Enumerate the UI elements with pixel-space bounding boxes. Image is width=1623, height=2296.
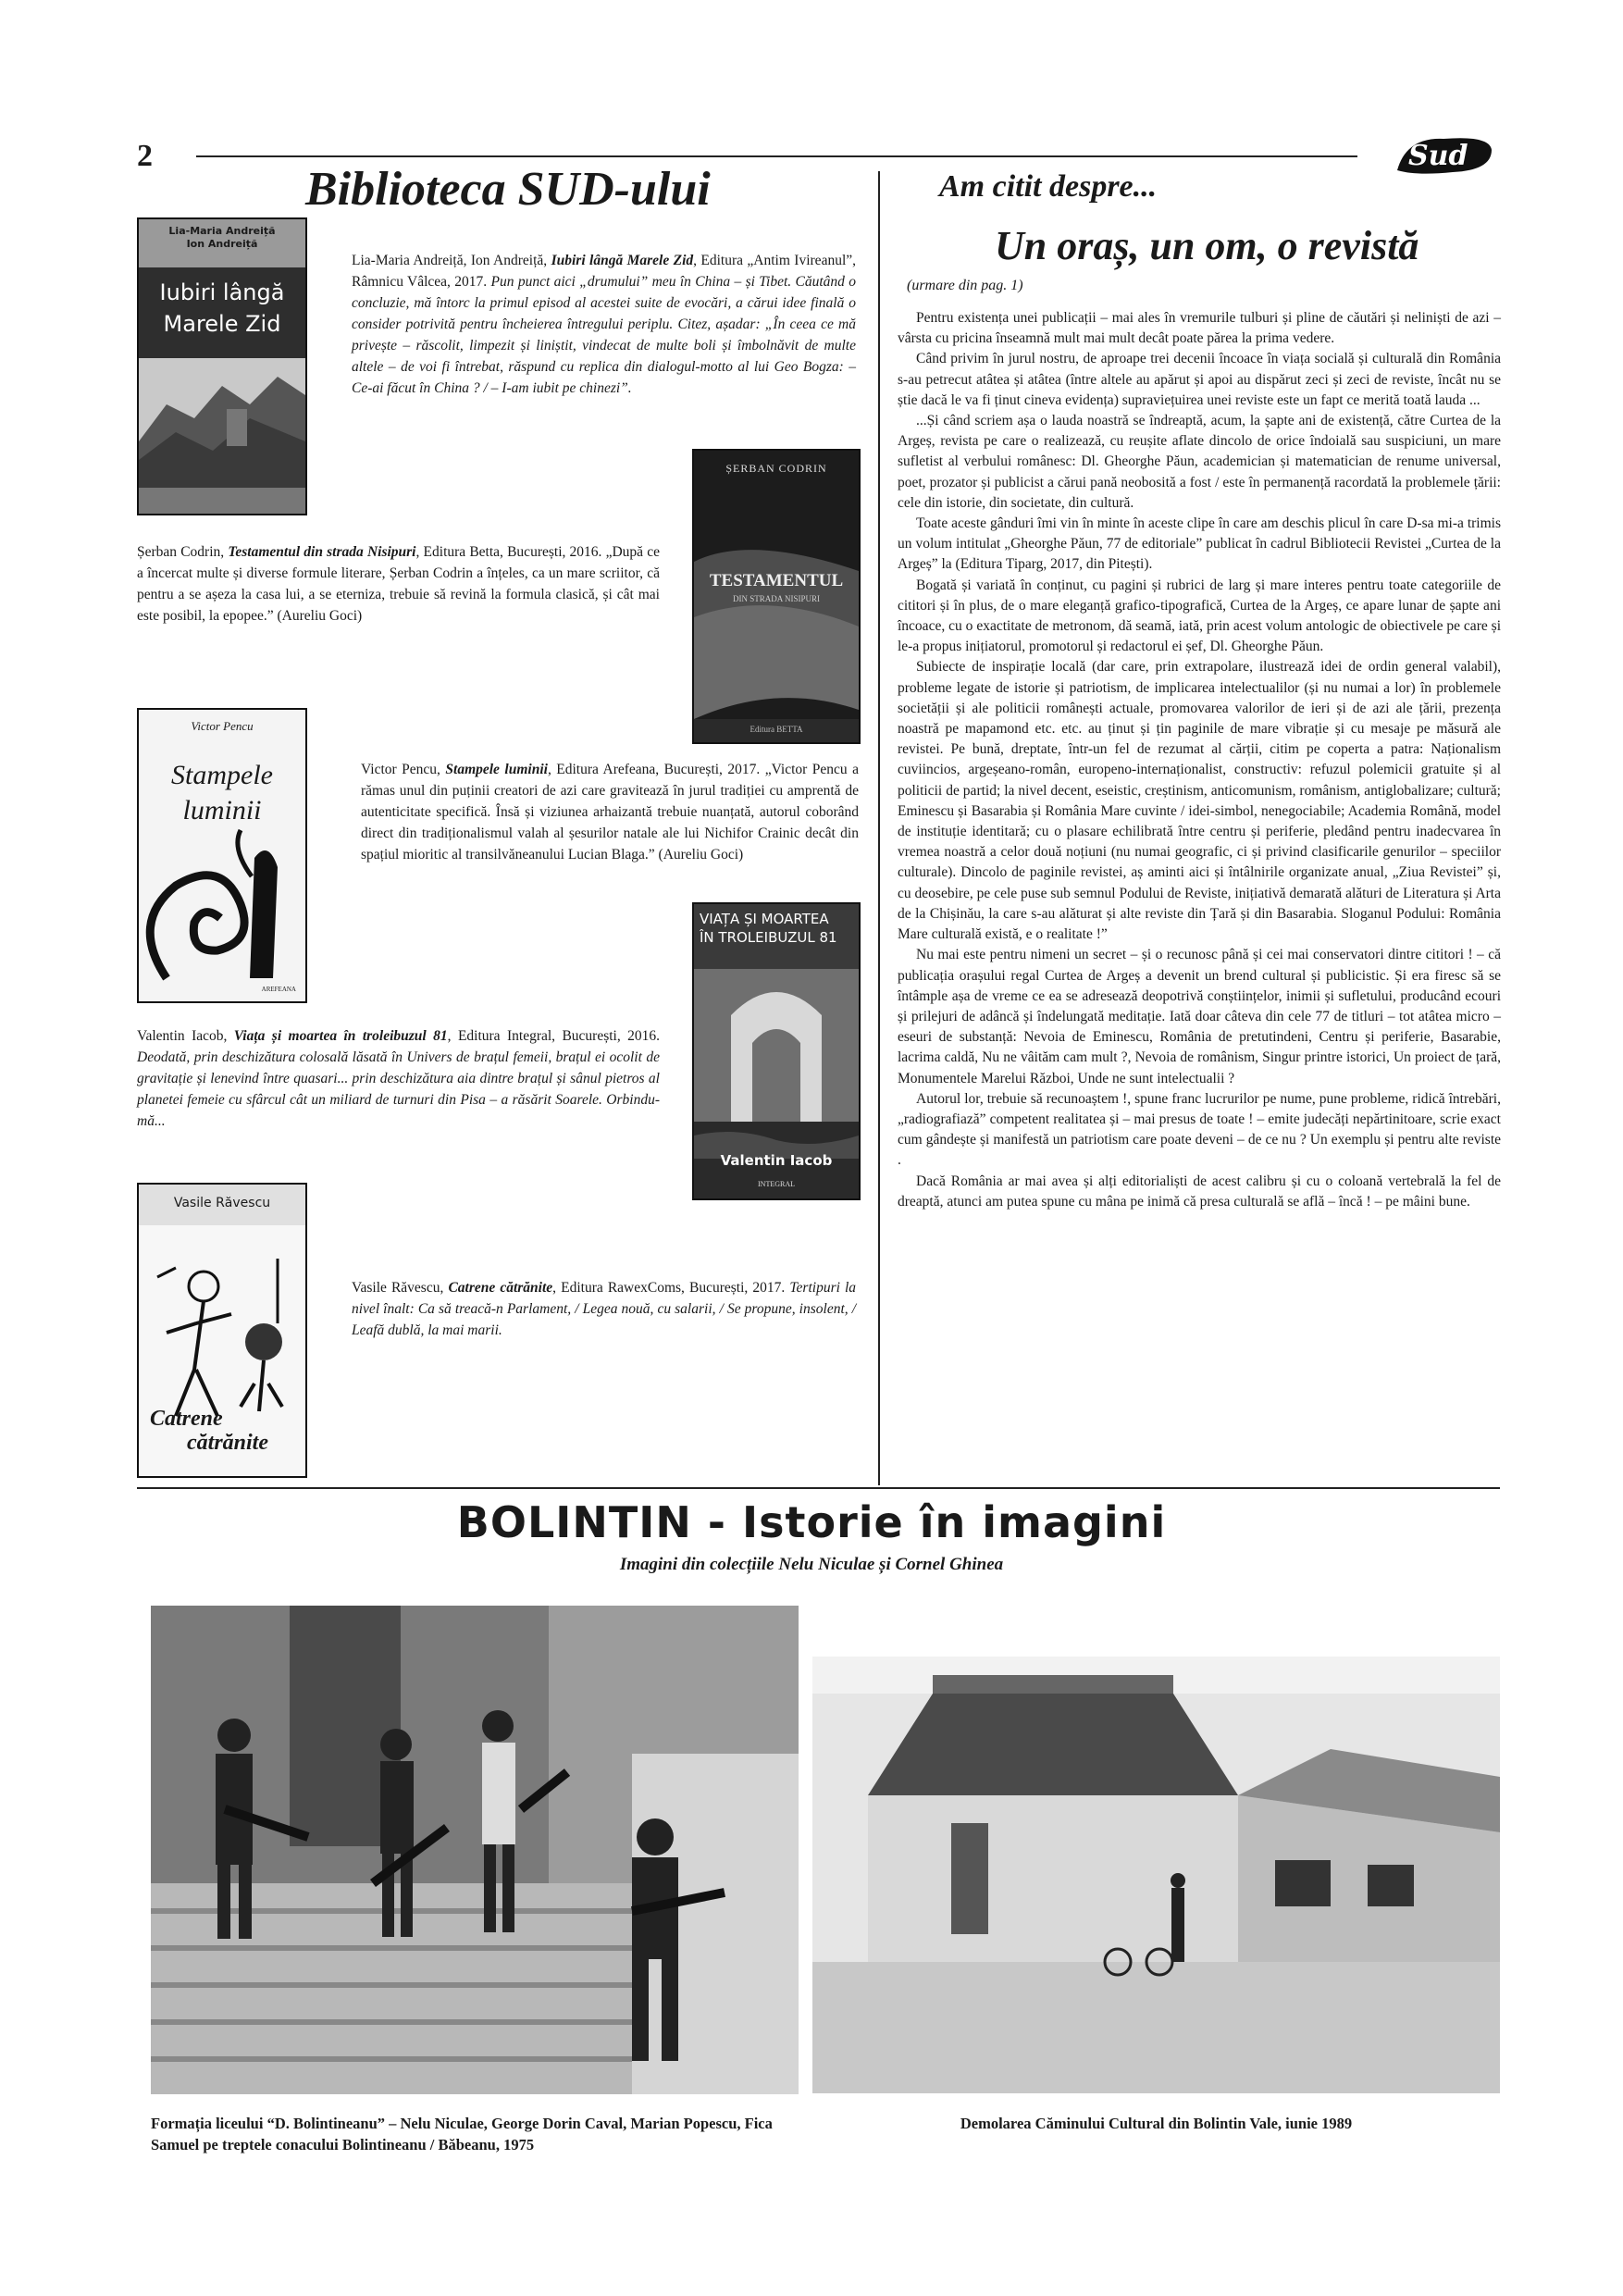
cover-author: Victor Pencu [191, 719, 254, 733]
section-rule [137, 1487, 1500, 1489]
page-number: 2 [137, 139, 153, 173]
cover-title: VIAȚA ȘI MOARTEA ÎN TROLEIBUZUL 81 [700, 911, 837, 946]
book-cover-catrene [137, 1183, 307, 1478]
photo2-caption: Demolarea Căminului Cultural din Bolintin Vale, iunie 1989 [960, 2115, 1353, 2132]
article-paragraph: Dacă România ar mai avea și alți editorialiști de acest calibru și cu o coloană vertebrală la fel de dreaptă, atunci am putea spune cu mâna pe inimă că presa culturală se află – încă ! – pe mâini bune. [898, 1173, 1501, 1210]
column-divider [878, 171, 880, 1485]
cover-subtitle: DIN STRADA NISIPURI [732, 594, 820, 603]
bolintin-title: BOLINTIN - Istorie în imagini [456, 1497, 1167, 1547]
cover-title: TESTAMENTUL [709, 571, 844, 590]
book-cover-viata [692, 902, 861, 1200]
library-section-title: Biblioteca SUD-ului [305, 163, 711, 216]
article-paragraph: Când privim în jurul nostru, de aproape trei decenii încoace în viața socială și culturală din România s-au petrecut atâtea și atâtea (între altele au apărut și apoi au dispărut zeci și zeci de reviste, încât nu se știe dacă le va fi ținut cineva evidența) supraviețuirea unei reviste este un fapt ce merită toată lauda ... [898, 351, 1501, 408]
photo1-caption: Formația liceului “D. Bolintineanu” – Nelu Niculae, George Dorin Caval, Marian Popescu, Fica Samuel pe treptele conacului Bolintineanu / Băbeanu, 1975 [151, 2115, 773, 2153]
cover-title: Iubiri lângă Marele Zid [159, 279, 285, 337]
article-paragraph: ...Și când scriem așa o lauda noastră se îndreaptă, acum, la șapte ani de existență, către Curtea de la Argeș, revista pe care o realizează, cu reușite aflate dincolo de orice îndoială sau suspiciuni, un mare sufletist al verbului românesc: Dl. Gheorghe Păun, academician și matematician de renume universal, poet, prozator și publicist a cărui pană neobosită a fost / este în permanență racordată la problemele țării: cele din istorie, din societate, din cultură. [898, 413, 1501, 511]
sud-logo [1388, 130, 1499, 181]
article-paragraph: Autorul lor, trebuie să recunoaștem !, spune franc lucrurilor pe nume, pune probleme, ridică întrebări, „radiografiază” competent realitatea și – mai presus de toate ! – emite judecăți nepărtinitoare, scrie exact cum gândește și manifestă un patriotism care poate deveni – de ce nu ? Un exemplu și pentru alte reviste . [898, 1090, 1501, 1169]
book-entry-stampele: Victor Pencu, Stampele luminii, Editura Arefeana, București, 2017. „Victor Pencu a rămas unul din puținii creatori de azi care gravitează în jurul tradiției cu amprentă de autenticitate specifică. Însă și viziunea arhaizantă trebuie nuanțată, autorul coborând direct din tradiționalismul valah al șesurilor natale ale lui Nichifor Crainic decât din spațiul mioritic al transilvăneanului Lucian Blaga.” (Aureliu Goci) [361, 762, 860, 863]
photo-band-on-steps [151, 1606, 799, 2094]
cover-publisher: AREFEANA [261, 986, 296, 993]
article-paragraph: Nu mai este pentru nimeni un secret – și o recunosc până și cei mai conservatori dintre cititori ! – că publicația orașului regal Curtea de Argeș a devenit un brend cultural și publicistic. Și era firesc să se întâmple așa de vreme ce ea se adresează deopotrivă conștiințelor, inimii și sufletului, producând ecouri și prilejuri de adâncă și îndelungată meditație. Iată doar câteva din cele 77 de titluri – tot atâtea micro – eseuri de substanță: Nevoia de Eminescu, România de pretutindeni, Centru și periferie, Basarabie, lacrima caldă, Nu ne vâităm cam mult ?, Nevoia de românism, Singur printre istorici, Un proiect de țară, Monumentele Marelui Război, Unde ne sunt intelectualii ? [898, 947, 1501, 1086]
cover-publisher: Editura BETTA [750, 725, 803, 734]
article-title: Un oraș, un om, o revistă [995, 223, 1419, 268]
book-cover-iubiri [137, 217, 307, 515]
cover-author: ȘERBAN CODRIN [725, 462, 827, 475]
cover-title: Catrene cătrănite [150, 1407, 268, 1455]
article-kicker: Am citit despre... [939, 169, 1158, 204]
cover-author: Lia-Maria Andreiță Ion Andreiță [168, 225, 276, 250]
photo-cultural-center [812, 1657, 1500, 2093]
book-entry-iubiri: Lia-Maria Andreiță, Ion Andreiță, Iubiri lângă Marele Zid, Editura „Antim Ivireanul”, Râmnicu Vâlcea, 2017. Pun punct aici „drumului” meu în China – și Tibet. Căutând o concluzie, mă întorc la primul episod al acestei suite de evocări, a cărui idee finală o consider potrivită pentru încheierea întregului periplu. Citez, așadar: „În ceea ce mă privește – răscolit, limpezit și liniștit, vindecat de multe boli și îmbolnăvit de multe altele – de voi fi întrebat, răspund cu replica din dialogul-motto al lui Geo Bogza: – Ce-ai făcut în China ? / – I-am iubit pe chinezi”. [352, 253, 857, 396]
article-body [898, 308, 1501, 1212]
cover-author: Vasile Răvescu [173, 1196, 271, 1210]
article-paragraph: Subiecte de inspirație locală (dar care, prin extrapolare, ilustrează idei de ordin general valabil), probleme legate de istorie și patriotism, de implicarea intelectualilor (și nu numai a lor) în problemele societății și ale politicii românești actuale, promovarea valorilor de ieri și de azi ale țării, prezența noastră pe mapamond etc. etc. au ținut și țin paginile de mare vibrație și cu mesaje pe măsură ale revistei. Pe bună, dreptate, într-un fel de rezumat al cărții, citim pe coperta a patra: Naționalism cuviincios, argeșeano-român, europeno-internaționalist, constructiv: refuzul polemicii gratuite și al politicii de partid; la nivel decent, eseistic, creștinism, anticomunism, românism, antiglobalizare; cultură; Eminescu și Basarabia și România Mare cuvinte / idei-simbol, nenegociabile; Academia Română, model de instituție identitară; cu o plasare echilibrată între centru și periferie, pledând pentru inadecvarea în vremea noastră a celor două noțiuni (nu numai geografic, ci și privind clasificarile genurilor – speciilor culturale). Dincolo de paginile revistei, aș aminti aici și întâlnirile organizate anual, „Ziua Revistei” și, cu deosebire, pe cele puse sub semnul Podului de Reviste, inițiativă demarată alături de Literatura și Arta de la Chișinău, la care s-au alăturat și alte reviste din Țară și din Basarabia. Sloganul Podului: România Mare culturală există, e o realitate !” [898, 659, 1501, 943]
bolintin-subtitle: Imagini din colecțiile Nelu Niculae și Cornel Ghinea [619, 1555, 1004, 1574]
book-entry-testamentul: Șerban Codrin, Testamentul din strada Nisipuri, Editura Betta, București, 2016. „După ce a încercat multe și diverse formule literare, Șerban Codrin a înțeles, ca un mare scriitor, că pentru a se așeza la casa lui, a se eterniza, trebuie să revină la formula clasică, și cât mai este posibil, la epopee.” (Aureliu Goci) [137, 544, 660, 624]
article-paragraph: Pentru existența unei publicații – mai ales în vremurile tulburi și pline de căutări și neliniști de azi – vârsta cu pricina înseamnă mult mai mult decât poate părea la prima vedere. [898, 310, 1501, 347]
book-entry-viata: Valentin Iacob, Viața și moartea în troleibuzul 81, Editura Integral, București, 2016. Deodată, prin deschizătura colosală lăsată în Univers de brațul femeii, brațul ei ocolit de gravitație și lenevind între quasari... prin deschizătura aia dintre brațul și sânul pietros al planetei femeie cu sfârcul cât un miliard de turnuri din Pisa – a răsărit Soarele. Orbindu-mă... [137, 1028, 661, 1129]
article-paragraph: Bogată și variată în conținut, cu pagini și rubrici de larg și mare interes pentru toate categoriile de cititori și în plus, de o mare eleganță grafico-tipografică, Curtea de la Argeș, ce apare lunar de șapte ani încoace, cu o exactitate de metronom, dă seamă, iată, prin acest volum antologic de obiectivele pe care și le-a propus inițiatorul, promotorul și redactorul ei șef, Dl. Gheorghe Păun. [898, 577, 1501, 655]
book-cover-testamentul [692, 449, 861, 744]
book-entry-catrene: Vasile Răvescu, Catrene cătrănite, Editura RawexComs, București, 2017. Tertipuri la nivel înalt: Ca să treacă-n Parlament, / Legea nouă, cu salarii, / Se propune, insolent, / Leafă dublă, la mai marii. [352, 1280, 857, 1338]
cover-publisher: INTEGRAL [758, 1180, 795, 1188]
header-rule [196, 155, 1357, 157]
svg-text:Sud: Sud [1408, 140, 1468, 172]
cover-title: Stampele luminii [171, 760, 273, 825]
cover-author: Valentin Iacob [720, 1152, 833, 1169]
article-continued: (urmare din pag. 1) [907, 278, 1023, 293]
article-paragraph: Toate aceste gânduri îmi vin în minte în aceste clipe în care am deschis plicul în care D-sa mi-a trimis un volum intitulat „Gheorghe Păun, 77 de editoriale” publicat în cadrul Bibliotecii Revistei „Curtea de la Argeș” la (Editura Tiparg, 2017, din Pitești). [898, 515, 1501, 573]
book-cover-stampele [137, 708, 307, 1003]
